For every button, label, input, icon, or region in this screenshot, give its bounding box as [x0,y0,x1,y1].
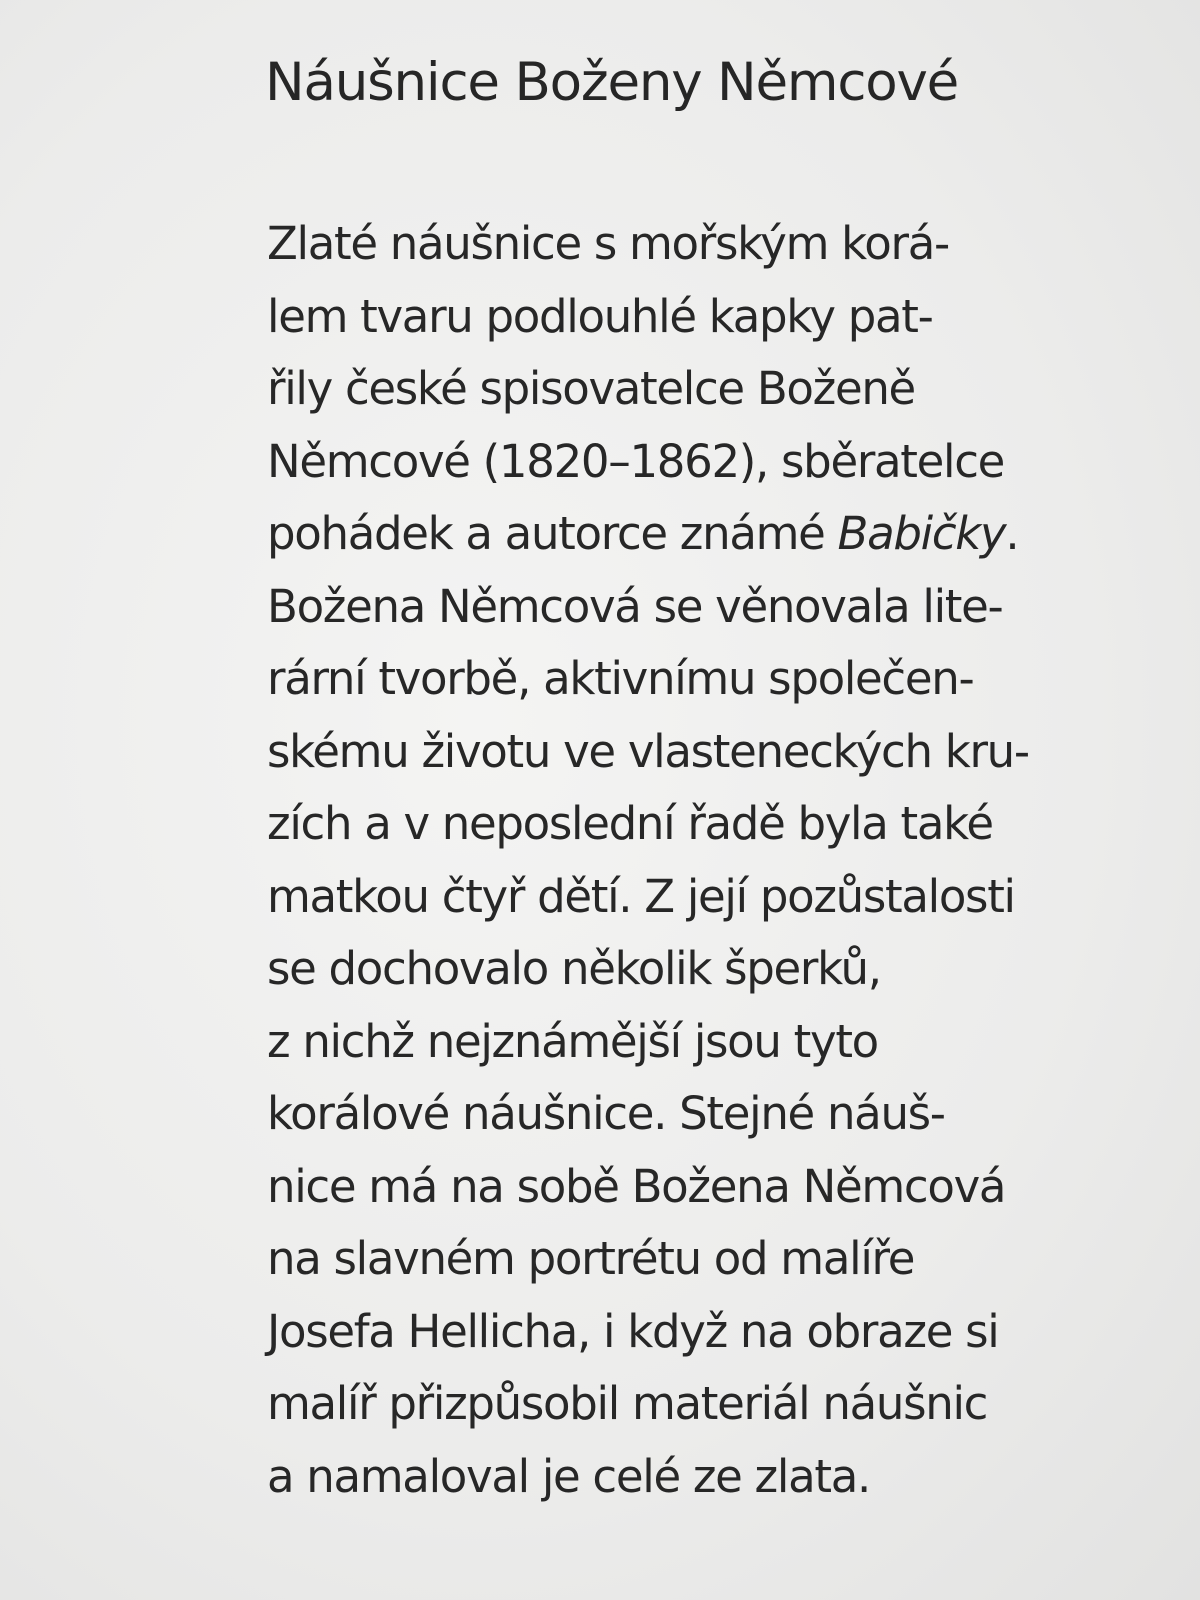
body-line: z nichž nejznámější jsou tyto [267,1014,878,1068]
body-line: nice má na sobě Božena Němcová [267,1159,1006,1213]
body-line: rární tvorbě, aktivnímu společen- [267,652,974,705]
plaque-title: Náušnice Boženy Němcové [265,52,959,113]
body-line: lem tvaru podlouhlé kapky pat- [267,289,933,343]
body-text-run: pohádek a autorce známé [267,507,838,560]
body-line: Němcové (1820–1862), sběratelce [267,434,1005,488]
body-line: Božena Němcová se věnovala lite- [267,579,1003,633]
body-line: na slavném portrétu od malíře [267,1232,915,1285]
body-line: Zlaté náušnice s mořským korá- [267,217,949,270]
body-line: řily české spisovatelce Boženě [267,362,915,415]
body-line: a namaloval je celé ze zlata. [267,1449,870,1503]
body-line: matkou čtyř dětí. Z její pozůstalosti [267,869,1015,923]
body-line: se dochovalo několik šperků, [267,942,881,995]
body-line [267,498,1029,571]
body-line: skému životu ve vlasteneckých kru- [267,724,1029,778]
book-title-babicky: Babičky [837,507,1006,560]
body-text-run: . [1005,507,1019,560]
body-line: zích a v neposlední řadě byla také [267,797,993,850]
plaque-body-text [267,208,1029,1513]
body-line: korálové náušnice. Stejné náuš- [267,1087,945,1140]
body-line: Josefa Hellicha, i když na obraze si [267,1304,999,1358]
body-line: malíř přizpůsobil materiál náušnic [267,1377,988,1430]
